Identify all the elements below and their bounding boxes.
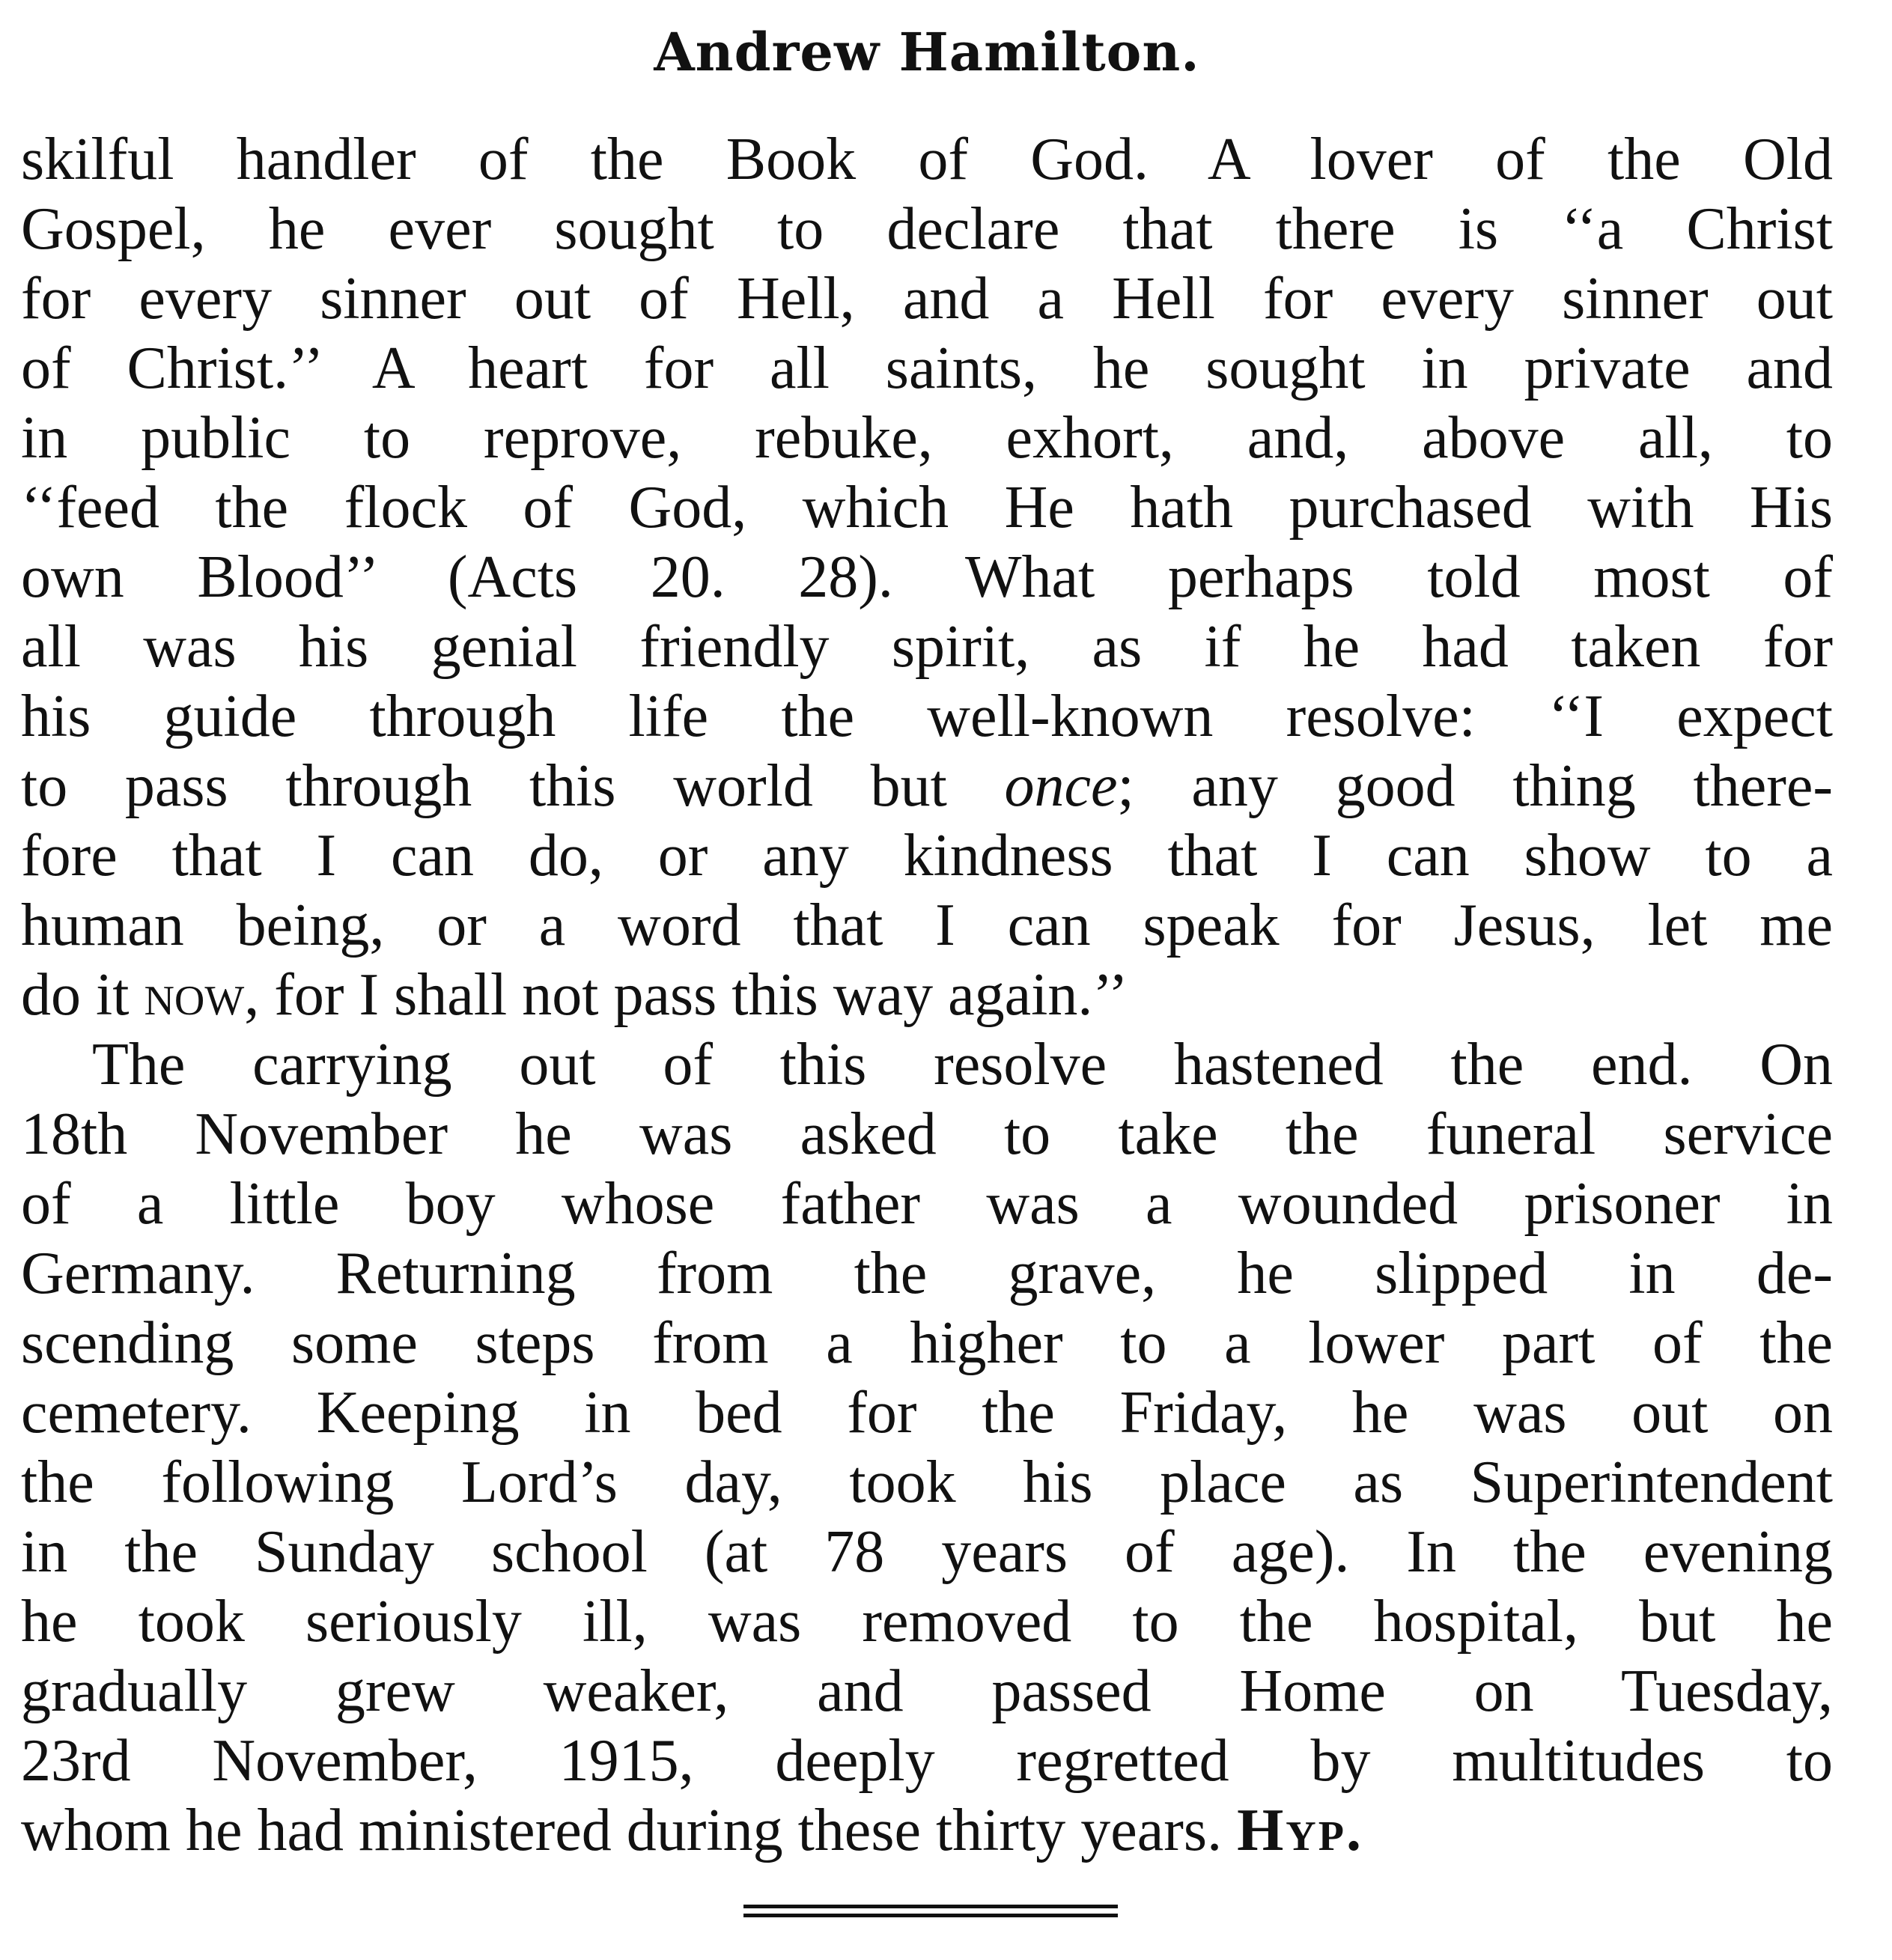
text-segment: whom he had ministered during these thirty years. [21,1798,1238,1863]
text-line: 18th November he was asked to take the funeral service [21,1101,1833,1167]
text-line: gradually grew weaker, and passed Home on Tuesday, [21,1658,1833,1724]
smallcaps-now: now [144,962,245,1028]
text-line: scending some steps from a higher to a lower part of the [21,1310,1833,1376]
text-segment: ; any good thing there- [1117,753,1833,819]
text-line: Gospel, he ever sought to declare that there is ‘‘a Christ [21,196,1833,262]
closing-rule-bottom [743,1914,1118,1917]
text-line: all was his genial friendly spirit, as if he had taken for [21,614,1833,680]
closing-rule-top [743,1905,1118,1908]
text-segment: to pass through this world but [21,753,1005,819]
text-line: ‘‘feed the flock of God, which He hath purchased with His [21,475,1833,541]
text-line: 23rd November, 1915, deeply regretted by multitudes to [21,1728,1833,1794]
text-line: of a little boy whose father was a wounded prisoner in [21,1171,1833,1237]
emphasis-once: once [1004,753,1118,819]
text-line: Germany. Returning from the grave, he slipped in de- [21,1241,1833,1306]
article-title: Andrew Hamilton. [654,21,1200,83]
text-line [21,752,1833,821]
text-line [21,961,1833,1030]
text-line: for every sinner out of Hell, and a Hell for every sinner out [21,266,1833,332]
article-page [21,0,1833,1960]
text-line: he took seriously ill, was removed to the hospital, but he [21,1589,1833,1655]
text-line: the following Lord’s day, took his place as Superintendent [21,1449,1833,1515]
text-line: human being, or a word that I can speak for Jesus, let me [21,892,1833,958]
text-line: cemetery. Keeping in bed for the Friday, he was out on [21,1380,1833,1446]
text-segment: , for I shall not pass this way again.’’ [244,962,1128,1028]
text-line: fore that I can do, or any kindness that I can show to a [21,823,1833,889]
text-line [21,1796,1833,1866]
text-line: in the Sunday school (at 78 years of age). In the evening [21,1519,1833,1585]
author-signature: Hyp. [1237,1798,1363,1863]
text-line: in public to reprove, rebuke, exhort, and, above all, to [21,405,1833,471]
text-line: own Blood’’ (Acts 20. 28). What perhaps told most of [21,544,1833,610]
text-line: his guide through life the well-known resolve: ‘‘I expect [21,684,1833,749]
text-line: of Christ.’’ A heart for all saints, he sought in private and [21,335,1833,401]
article-body [21,125,1833,1866]
text-line: skilful handler of the Book of God. A lover of the Old [21,127,1833,192]
text-segment: do it [21,962,145,1028]
paragraph-start-line: The carrying out of this resolve hastened the end. On [92,1032,1833,1098]
